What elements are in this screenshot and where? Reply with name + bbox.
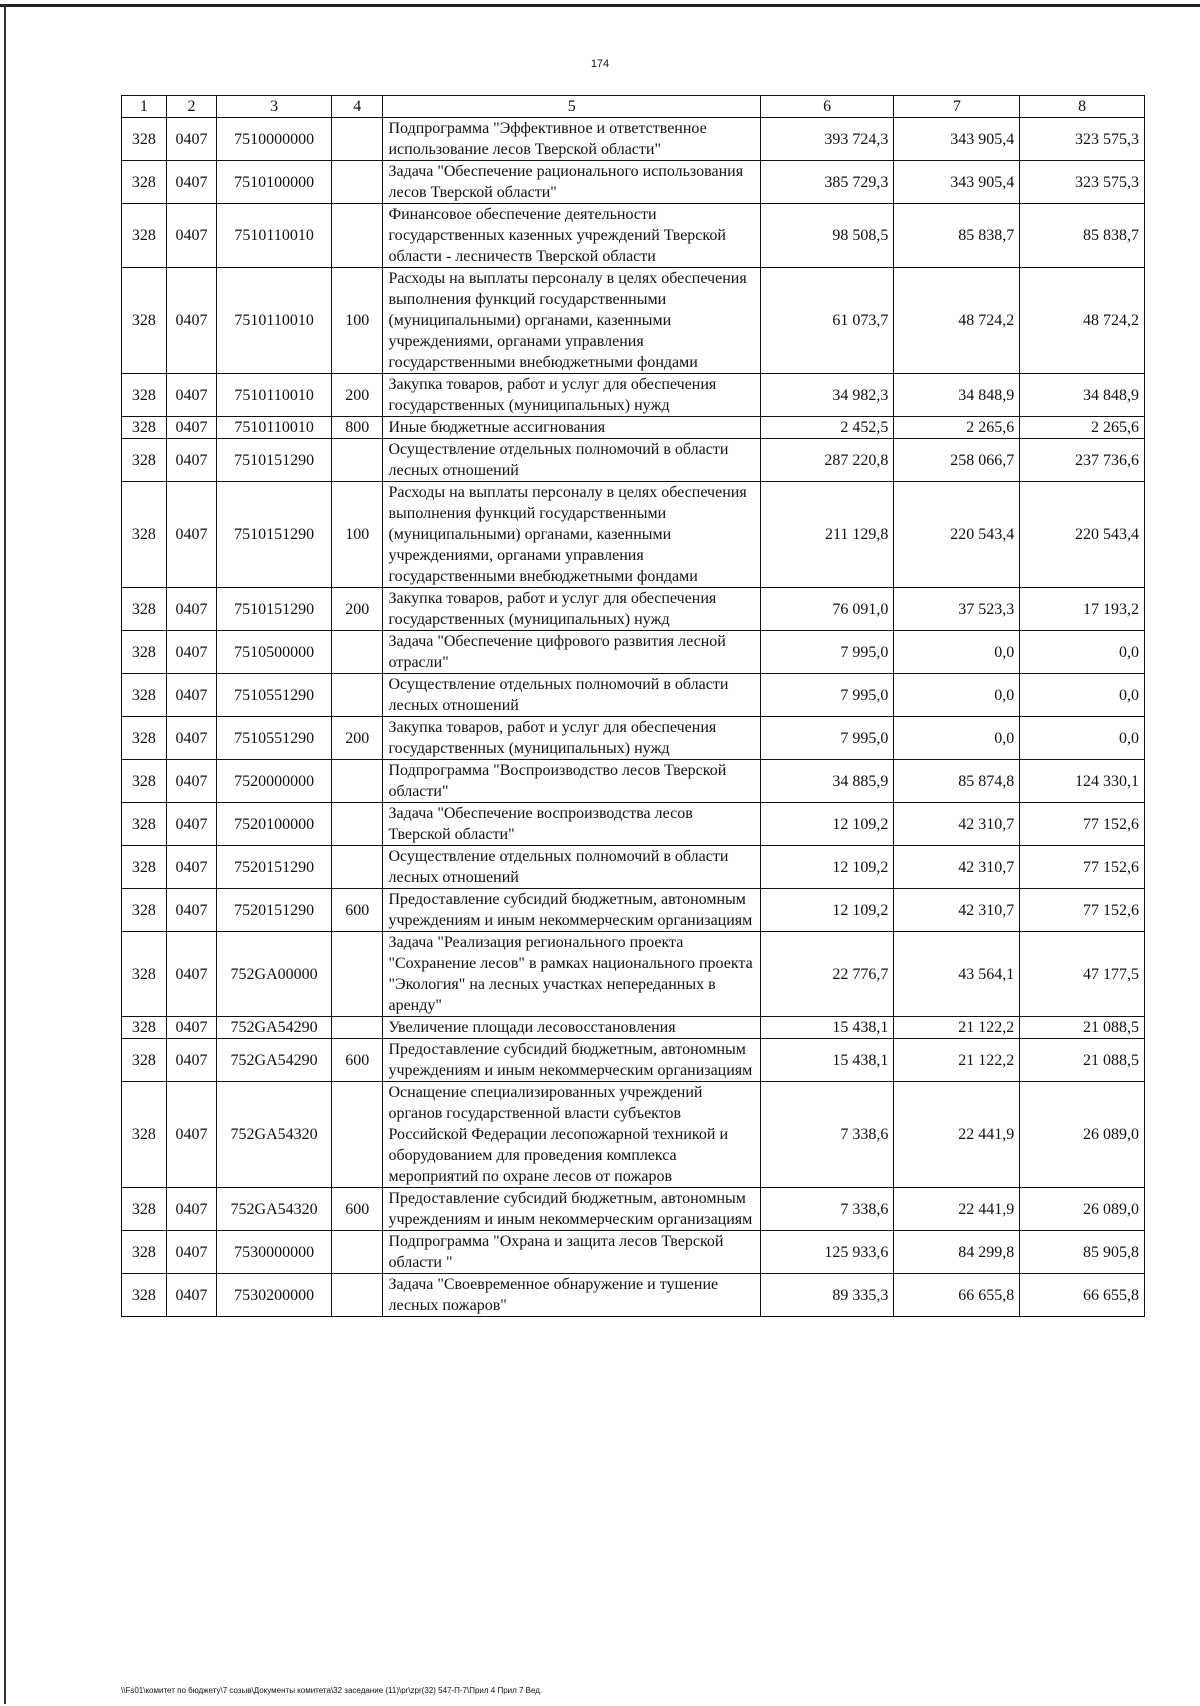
cell-amount-col8: 0,0 (1020, 674, 1145, 717)
column-header-4: 4 (332, 96, 383, 118)
cell-section-code: 0407 (166, 161, 216, 204)
table-row (122, 846, 1145, 889)
cell-ministry-code: 328 (122, 889, 167, 932)
cell-amount-col7: 85 838,7 (894, 204, 1020, 268)
cell-target-article: 7520151290 (217, 846, 332, 889)
cell-ministry-code: 328 (122, 439, 167, 482)
cell-expense-type: 100 (332, 482, 383, 588)
cell-target-article: 752GA54320 (217, 1188, 332, 1231)
cell-ministry-code: 328 (122, 1039, 167, 1082)
cell-amount-col6: 98 508,5 (760, 204, 893, 268)
cell-target-article: 7510551290 (217, 674, 332, 717)
cell-target-article: 752GA54290 (217, 1017, 332, 1039)
cell-amount-col6: 34 982,3 (760, 374, 893, 417)
cell-amount-col8: 77 152,6 (1020, 846, 1145, 889)
cell-amount-col8: 85 905,8 (1020, 1231, 1145, 1274)
cell-section-code: 0407 (166, 417, 216, 439)
cell-target-article: 7510110010 (217, 417, 332, 439)
cell-amount-col6: 7 995,0 (760, 717, 893, 760)
cell-amount-col8: 2 265,6 (1020, 417, 1145, 439)
cell-amount-col8: 66 655,8 (1020, 1274, 1145, 1317)
cell-amount-col6: 2 452,5 (760, 417, 893, 439)
cell-amount-col7: 343 905,4 (894, 118, 1020, 161)
cell-target-article: 7510551290 (217, 717, 332, 760)
cell-description: Задача "Обеспечение воспроизводства лесов Тверской области" (383, 803, 760, 846)
table-row (122, 1188, 1145, 1231)
cell-description: Закупка товаров, работ и услуг для обеспечения государственных (муниципальных) нужд (383, 717, 760, 760)
cell-ministry-code: 328 (122, 482, 167, 588)
cell-section-code: 0407 (166, 1188, 216, 1231)
cell-target-article: 7510151290 (217, 439, 332, 482)
cell-amount-col6: 61 073,7 (760, 268, 893, 374)
cell-section-code: 0407 (166, 204, 216, 268)
cell-amount-col8: 124 330,1 (1020, 760, 1145, 803)
cell-amount-col7: 84 299,8 (894, 1231, 1020, 1274)
cell-amount-col7: 85 874,8 (894, 760, 1020, 803)
cell-section-code: 0407 (166, 846, 216, 889)
cell-description: Закупка товаров, работ и услуг для обеспечения государственных (муниципальных) нужд (383, 374, 760, 417)
cell-section-code: 0407 (166, 932, 216, 1017)
cell-ministry-code: 328 (122, 268, 167, 374)
cell-target-article: 7530000000 (217, 1231, 332, 1274)
cell-expense-type: 200 (332, 588, 383, 631)
cell-amount-col6: 7 995,0 (760, 674, 893, 717)
cell-amount-col7: 343 905,4 (894, 161, 1020, 204)
cell-amount-col7: 0,0 (894, 631, 1020, 674)
budget-table (121, 95, 1145, 1317)
cell-expense-type (332, 1231, 383, 1274)
cell-amount-col8: 77 152,6 (1020, 803, 1145, 846)
table-row (122, 268, 1145, 374)
table-row (122, 588, 1145, 631)
cell-amount-col8: 220 543,4 (1020, 482, 1145, 588)
cell-section-code: 0407 (166, 1039, 216, 1082)
cell-amount-col7: 43 564,1 (894, 932, 1020, 1017)
cell-section-code: 0407 (166, 1082, 216, 1188)
cell-target-article: 7510110010 (217, 204, 332, 268)
table-header-row (122, 96, 1145, 118)
cell-amount-col6: 15 438,1 (760, 1039, 893, 1082)
cell-amount-col6: 22 776,7 (760, 932, 893, 1017)
cell-description: Финансовое обеспечение деятельности государственных казенных учреждений Тверской области - лесничеств Тверской области (383, 204, 760, 268)
cell-description: Увеличение площади лесовосстановления (383, 1017, 760, 1039)
cell-amount-col8: 21 088,5 (1020, 1039, 1145, 1082)
cell-amount-col8: 77 152,6 (1020, 889, 1145, 932)
cell-section-code: 0407 (166, 588, 216, 631)
cell-description: Предоставление субсидий бюджетным, автономным учреждениям и иным некоммерческим организациям (383, 889, 760, 932)
cell-amount-col7: 42 310,7 (894, 803, 1020, 846)
cell-amount-col8: 323 575,3 (1020, 161, 1145, 204)
column-header-2: 2 (166, 96, 216, 118)
cell-amount-col6: 385 729,3 (760, 161, 893, 204)
cell-section-code: 0407 (166, 674, 216, 717)
cell-target-article: 7510110010 (217, 268, 332, 374)
cell-amount-col7: 2 265,6 (894, 417, 1020, 439)
cell-description: Подпрограмма "Воспроизводство лесов Тверской области" (383, 760, 760, 803)
cell-description: Осуществление отдельных полномочий в области лесных отношений (383, 846, 760, 889)
cell-target-article: 7510500000 (217, 631, 332, 674)
cell-target-article: 752GA00000 (217, 932, 332, 1017)
cell-ministry-code: 328 (122, 588, 167, 631)
cell-description: Закупка товаров, работ и услуг для обеспечения государственных (муниципальных) нужд (383, 588, 760, 631)
column-header-7: 7 (894, 96, 1020, 118)
cell-ministry-code: 328 (122, 417, 167, 439)
table-row (122, 1082, 1145, 1188)
cell-ministry-code: 328 (122, 846, 167, 889)
column-header-1: 1 (122, 96, 167, 118)
cell-amount-col7: 34 848,9 (894, 374, 1020, 417)
table-row (122, 717, 1145, 760)
column-header-5: 5 (383, 96, 760, 118)
cell-section-code: 0407 (166, 803, 216, 846)
cell-amount-col7: 22 441,9 (894, 1188, 1020, 1231)
cell-expense-type: 600 (332, 1188, 383, 1231)
cell-amount-col7: 37 523,3 (894, 588, 1020, 631)
cell-amount-col7: 66 655,8 (894, 1274, 1020, 1317)
cell-amount-col7: 42 310,7 (894, 846, 1020, 889)
cell-amount-col7: 21 122,2 (894, 1039, 1020, 1082)
cell-amount-col8: 237 736,6 (1020, 439, 1145, 482)
table-row (122, 760, 1145, 803)
cell-amount-col6: 287 220,8 (760, 439, 893, 482)
cell-expense-type (332, 631, 383, 674)
cell-expense-type (332, 932, 383, 1017)
cell-amount-col7: 21 122,2 (894, 1017, 1020, 1039)
cell-amount-col6: 7 995,0 (760, 631, 893, 674)
cell-ministry-code: 328 (122, 1231, 167, 1274)
cell-ministry-code: 328 (122, 932, 167, 1017)
cell-description: Задача "Обеспечение рационального использования лесов Тверской области" (383, 161, 760, 204)
cell-description: Расходы на выплаты персоналу в целях обеспечения выполнения функций государственными (муниципальными) органами, казенными учреждениями, органами управления государственными внебюджетными фондами (383, 482, 760, 588)
cell-description: Осуществление отдельных полномочий в области лесных отношений (383, 674, 760, 717)
cell-amount-col8: 21 088,5 (1020, 1017, 1145, 1039)
cell-ministry-code: 328 (122, 631, 167, 674)
cell-expense-type (332, 846, 383, 889)
left-border-line (4, 4, 6, 1704)
cell-expense-type (332, 118, 383, 161)
cell-target-article: 7510151290 (217, 482, 332, 588)
cell-description: Осуществление отдельных полномочий в области лесных отношений (383, 439, 760, 482)
cell-amount-col7: 42 310,7 (894, 889, 1020, 932)
cell-amount-col8: 17 193,2 (1020, 588, 1145, 631)
cell-expense-type: 800 (332, 417, 383, 439)
cell-target-article: 7510000000 (217, 118, 332, 161)
cell-amount-col6: 12 109,2 (760, 803, 893, 846)
cell-target-article: 7520000000 (217, 760, 332, 803)
table-row (122, 1017, 1145, 1039)
cell-amount-col7: 22 441,9 (894, 1082, 1020, 1188)
cell-target-article: 7520100000 (217, 803, 332, 846)
cell-target-article: 7510151290 (217, 588, 332, 631)
cell-target-article: 752GA54320 (217, 1082, 332, 1188)
cell-description: Задача "Обеспечение цифрового развития лесной отрасли" (383, 631, 760, 674)
cell-amount-col7: 48 724,2 (894, 268, 1020, 374)
cell-expense-type (332, 1274, 383, 1317)
page-number: 174 (590, 58, 610, 70)
cell-ministry-code: 328 (122, 674, 167, 717)
table-row (122, 417, 1145, 439)
cell-description: Задача "Реализация регионального проекта "Сохранение лесов" в рамках национального проекта "Экология" на лесных участках непереданных в аренду" (383, 932, 760, 1017)
cell-expense-type (332, 204, 383, 268)
cell-amount-col6: 76 091,0 (760, 588, 893, 631)
cell-amount-col7: 220 543,4 (894, 482, 1020, 588)
cell-expense-type (332, 1082, 383, 1188)
cell-description: Иные бюджетные ассигнования (383, 417, 760, 439)
cell-amount-col8: 48 724,2 (1020, 268, 1145, 374)
cell-section-code: 0407 (166, 1231, 216, 1274)
cell-amount-col6: 12 109,2 (760, 846, 893, 889)
cell-section-code: 0407 (166, 1274, 216, 1317)
cell-section-code: 0407 (166, 717, 216, 760)
cell-ministry-code: 328 (122, 760, 167, 803)
cell-ministry-code: 328 (122, 803, 167, 846)
table-row (122, 204, 1145, 268)
cell-target-article: 7510110010 (217, 374, 332, 417)
cell-description: Предоставление субсидий бюджетным, автономным учреждениям и иным некоммерческим организациям (383, 1039, 760, 1082)
cell-expense-type (332, 674, 383, 717)
cell-expense-type (332, 803, 383, 846)
cell-description: Предоставление субсидий бюджетным, автономным учреждениям и иным некоммерческим организациям (383, 1188, 760, 1231)
cell-target-article: 7530200000 (217, 1274, 332, 1317)
table-row (122, 674, 1145, 717)
top-border-line (0, 4, 1200, 7)
cell-ministry-code: 328 (122, 1274, 167, 1317)
cell-amount-col6: 393 724,3 (760, 118, 893, 161)
cell-amount-col6: 34 885,9 (760, 760, 893, 803)
cell-target-article: 7520151290 (217, 889, 332, 932)
table-row (122, 118, 1145, 161)
cell-amount-col7: 258 066,7 (894, 439, 1020, 482)
table-row (122, 161, 1145, 204)
cell-target-article: 7510100000 (217, 161, 332, 204)
cell-description: Оснащение специализированных учреждений органов государственной власти субъектов Российской Федерации лесопожарной техникой и оборудованием для проведения комплекса мероприятий по охране лесов от пожаров (383, 1082, 760, 1188)
table-row (122, 889, 1145, 932)
table-row (122, 439, 1145, 482)
cell-amount-col7: 0,0 (894, 674, 1020, 717)
cell-amount-col6: 7 338,6 (760, 1082, 893, 1188)
cell-section-code: 0407 (166, 889, 216, 932)
table-row (122, 803, 1145, 846)
cell-expense-type: 200 (332, 717, 383, 760)
cell-amount-col8: 0,0 (1020, 717, 1145, 760)
cell-description: Подпрограмма "Охрана и защита лесов Тверской области " (383, 1231, 760, 1274)
cell-expense-type (332, 760, 383, 803)
cell-ministry-code: 328 (122, 161, 167, 204)
cell-target-article: 752GA54290 (217, 1039, 332, 1082)
cell-amount-col6: 211 129,8 (760, 482, 893, 588)
table-row (122, 631, 1145, 674)
column-header-6: 6 (760, 96, 893, 118)
cell-ministry-code: 328 (122, 1082, 167, 1188)
cell-amount-col6: 7 338,6 (760, 1188, 893, 1231)
table-body (122, 118, 1145, 1317)
cell-ministry-code: 328 (122, 118, 167, 161)
cell-description: Подпрограмма "Эффективное и ответственное использование лесов Тверской области" (383, 118, 760, 161)
cell-amount-col8: 26 089,0 (1020, 1188, 1145, 1231)
cell-ministry-code: 328 (122, 1017, 167, 1039)
table-row (122, 374, 1145, 417)
cell-expense-type: 200 (332, 374, 383, 417)
cell-amount-col6: 89 335,3 (760, 1274, 893, 1317)
cell-description: Задача "Своевременное обнаружение и тушение лесных пожаров" (383, 1274, 760, 1317)
cell-section-code: 0407 (166, 374, 216, 417)
cell-amount-col6: 125 933,6 (760, 1231, 893, 1274)
cell-expense-type: 600 (332, 1039, 383, 1082)
cell-amount-col6: 12 109,2 (760, 889, 893, 932)
table-row (122, 1231, 1145, 1274)
cell-amount-col8: 26 089,0 (1020, 1082, 1145, 1188)
table-row (122, 482, 1145, 588)
cell-expense-type (332, 439, 383, 482)
cell-section-code: 0407 (166, 118, 216, 161)
cell-ministry-code: 328 (122, 717, 167, 760)
cell-amount-col8: 0,0 (1020, 631, 1145, 674)
column-header-3: 3 (217, 96, 332, 118)
cell-expense-type (332, 1017, 383, 1039)
cell-expense-type (332, 161, 383, 204)
cell-amount-col8: 85 838,7 (1020, 204, 1145, 268)
cell-section-code: 0407 (166, 1017, 216, 1039)
cell-amount-col6: 15 438,1 (760, 1017, 893, 1039)
cell-expense-type: 100 (332, 268, 383, 374)
cell-ministry-code: 328 (122, 1188, 167, 1231)
cell-amount-col7: 0,0 (894, 717, 1020, 760)
footer-file-path: \\Fs01\комитет по бюджету\7 созыв\Документы комитета\32 заседание (11)\pr\zpr(32) 547-П-7\Прил 4 Прил 7 Вед. (121, 1686, 543, 1695)
cell-ministry-code: 328 (122, 204, 167, 268)
cell-expense-type: 600 (332, 889, 383, 932)
column-header-8: 8 (1020, 96, 1145, 118)
cell-amount-col8: 47 177,5 (1020, 932, 1145, 1017)
cell-amount-col8: 34 848,9 (1020, 374, 1145, 417)
table-row (122, 932, 1145, 1017)
cell-amount-col8: 323 575,3 (1020, 118, 1145, 161)
table-row (122, 1039, 1145, 1082)
cell-section-code: 0407 (166, 482, 216, 588)
cell-section-code: 0407 (166, 631, 216, 674)
cell-section-code: 0407 (166, 268, 216, 374)
cell-section-code: 0407 (166, 760, 216, 803)
cell-section-code: 0407 (166, 439, 216, 482)
table-row (122, 1274, 1145, 1317)
cell-description: Расходы на выплаты персоналу в целях обеспечения выполнения функций государственными (муниципальными) органами, казенными учреждениями, органами управления государственными внебюджетными фондами (383, 268, 760, 374)
cell-ministry-code: 328 (122, 374, 167, 417)
